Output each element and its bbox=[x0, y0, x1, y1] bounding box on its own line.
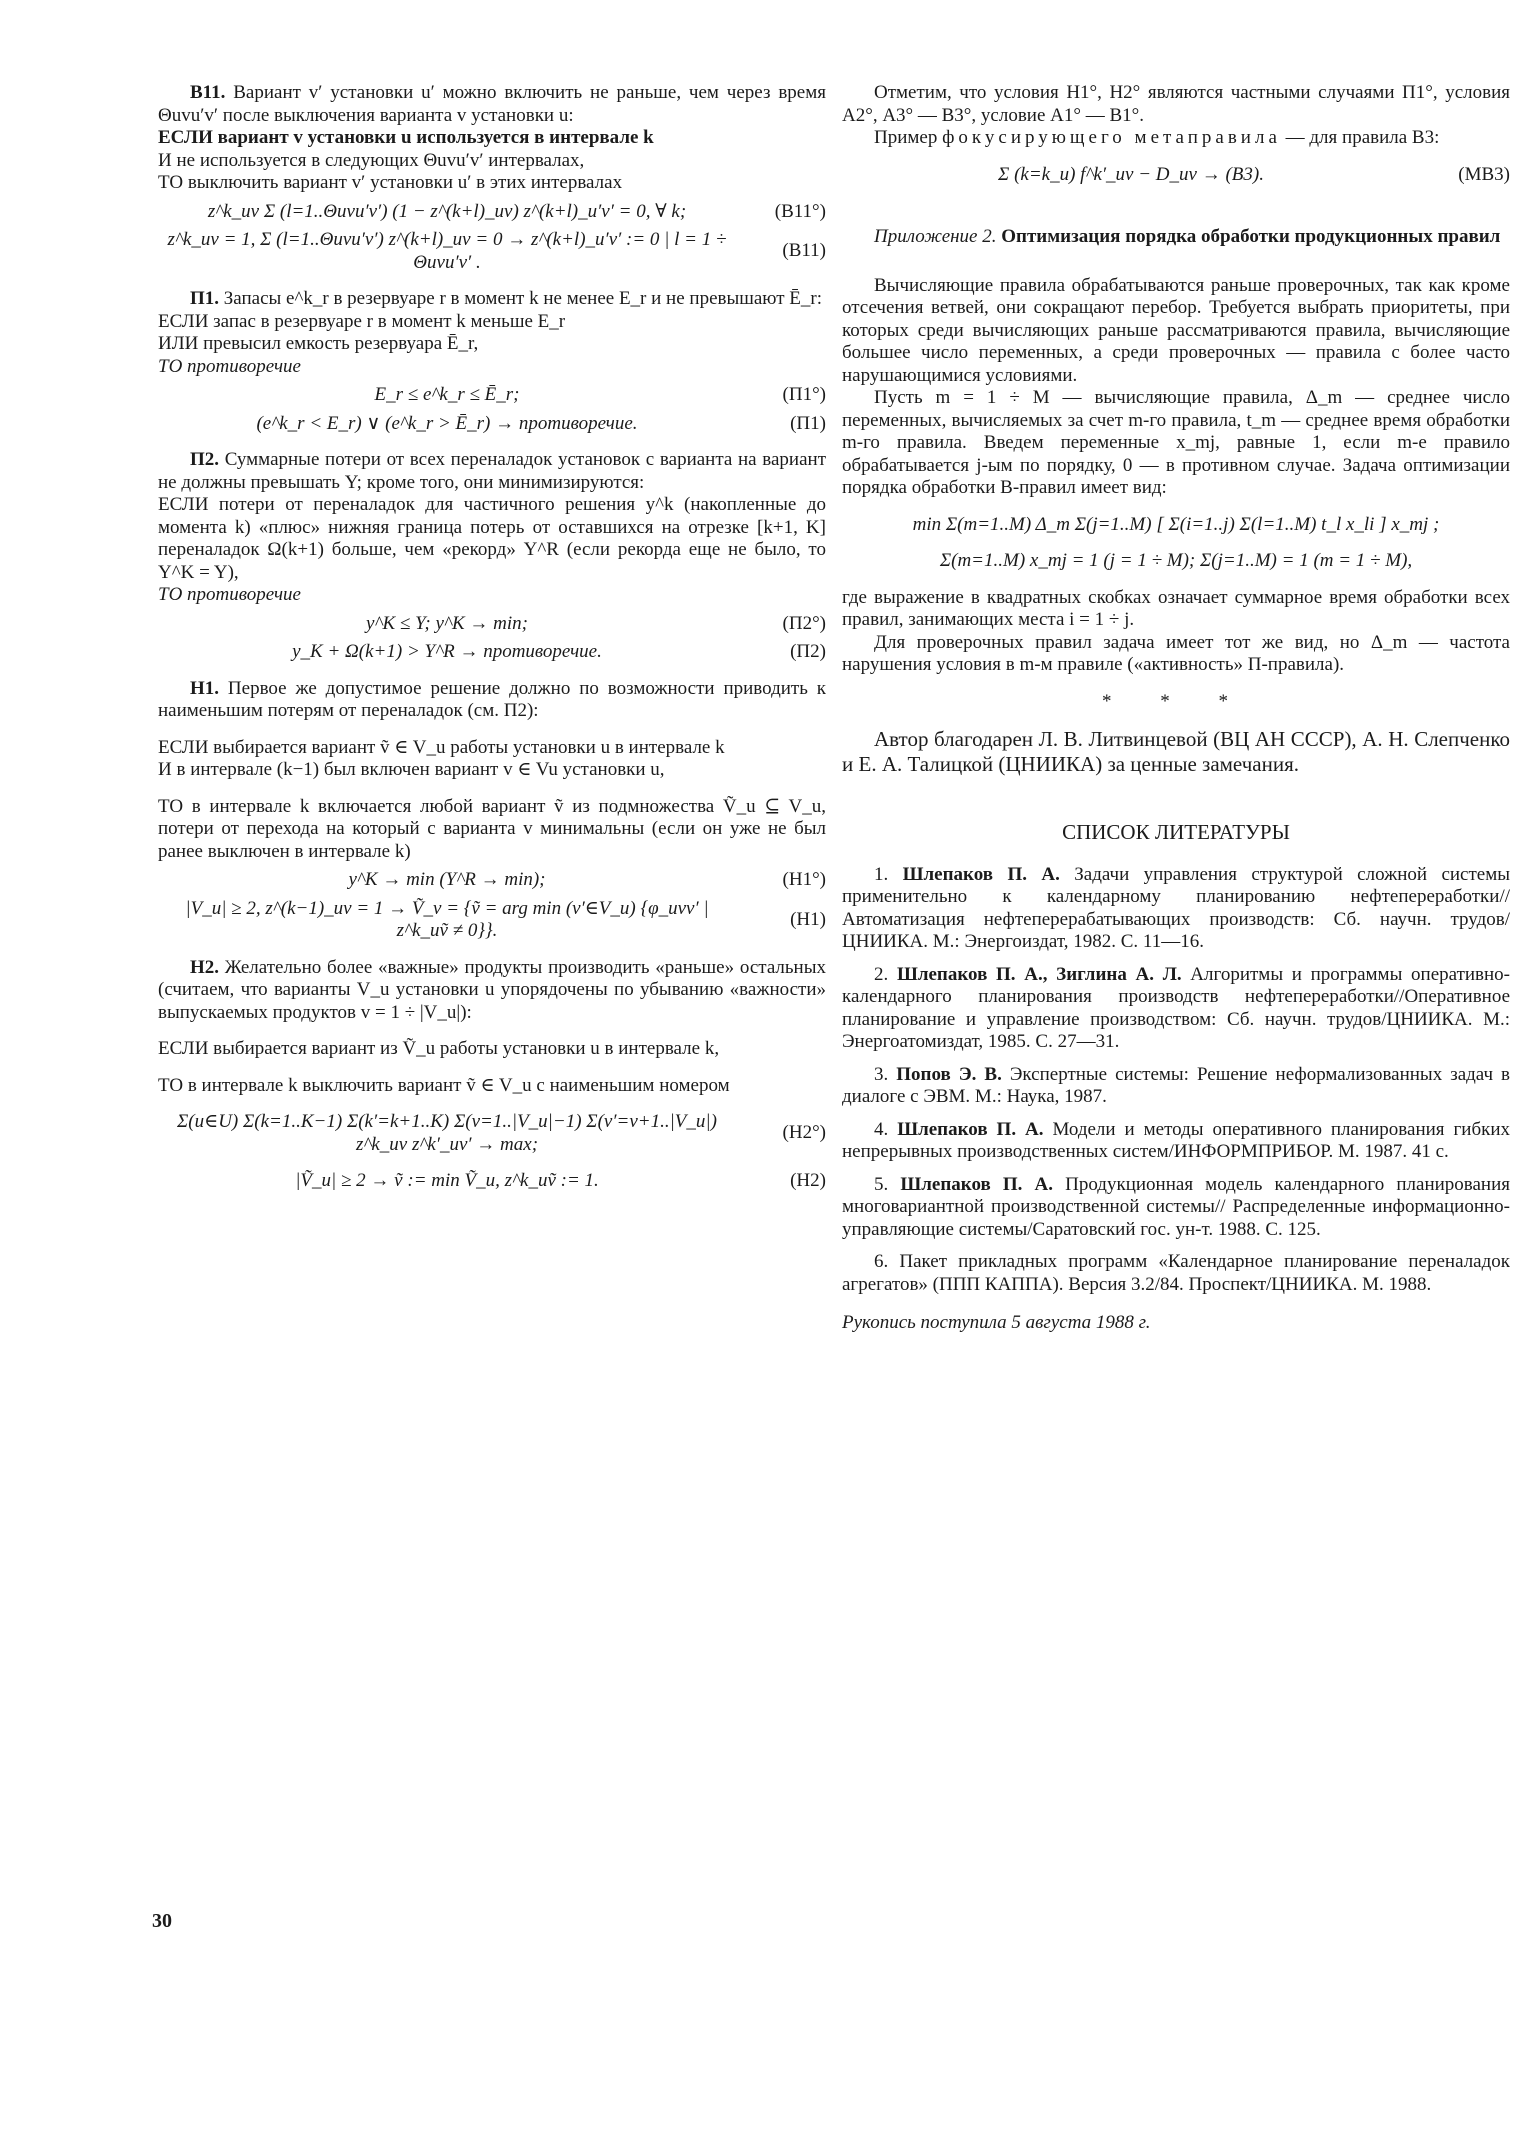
formula-number: (П1°) bbox=[782, 384, 826, 405]
formula-text: y^K ≤ Y; y^K → min; bbox=[366, 612, 528, 634]
appendix-heading bbox=[842, 226, 1510, 249]
h1-intro bbox=[158, 678, 826, 723]
formula-text: |V_u| ≥ 2, z^(k−1)_uv = 1 → Ṽ_v = {ṽ = arg min (v′∈V_u) {φ_uvv′ | z^k_uṽ ≠ 0}}. bbox=[185, 897, 709, 941]
p1-lead: П1. bbox=[190, 288, 220, 309]
formula-number: (Н2) bbox=[790, 1170, 826, 1191]
reference-number: 4. bbox=[874, 1118, 889, 1140]
formula-number: (B11°) bbox=[774, 200, 826, 222]
h1-formula-1 bbox=[158, 869, 826, 892]
reference-number: 2. bbox=[874, 963, 889, 985]
b11-then: ТО выключить вариант v′ установки u′ в этих интервалах bbox=[158, 172, 623, 193]
reference-item bbox=[842, 1251, 1510, 1296]
p2-formula-1 bbox=[158, 613, 826, 636]
b11-if: ЕСЛИ вариант v установки u используется в интервале k bbox=[158, 127, 654, 148]
h2-if: ЕСЛИ выбирается вариант из Ṽ_u работы установки u в интервале k, bbox=[158, 1038, 720, 1059]
b11-lead: B11. bbox=[190, 82, 226, 103]
reference-number: 1. bbox=[874, 863, 889, 885]
formula-number: (МВ3) bbox=[1458, 163, 1510, 185]
formula-text: min Σ(m=1..M) Δ_m Σ(j=1..M) [ Σ(i=1..j) Σ(l=1..M) t_l x_li ] x_mj ; bbox=[912, 513, 1440, 535]
intro-rest: — для правила В3: bbox=[1285, 127, 1440, 148]
reference-number: 6. bbox=[874, 1251, 889, 1272]
b11-formula-2 bbox=[158, 229, 826, 274]
formula-text: y_K + Ω(k+1) > Y^R → противоречие. bbox=[292, 641, 602, 662]
formula-text: z^k_uv = 1, Σ (l=1..Θuvu′v′) z^(k+l)_uv = 0 → z^(k+l)_u′v′ := 0 | l = 1 ÷ Θuvu′v′ . bbox=[167, 229, 727, 273]
p2-intro bbox=[158, 449, 826, 494]
p1-then: ТО противоречие bbox=[158, 355, 301, 377]
formula-text: (e^k_r < E_r) ∨ (e^k_r > Ē_r) → противоречие. bbox=[256, 412, 638, 434]
formula-number: (Н1) bbox=[790, 908, 826, 930]
intro-paragraph-1: Отметим, что условия Н1°, Н2° являются частными случаями П1°, условия А2°, А3° — В3°, условие А1° — В1°. bbox=[842, 82, 1510, 126]
reference-text: Алгоритмы и программы оперативно-календарного планирования производств нефтепереработки//Оперативное планирование и управление производством: Сб. научн. трудов/ЦНИИКА. М.: Энергоатомиздат, 1985. С. 27—31. bbox=[842, 963, 1511, 1052]
formula-number: (B11) bbox=[782, 240, 826, 262]
p1-or: ИЛИ превысил емкость резервуара Ē_r, bbox=[158, 333, 479, 354]
reference-item bbox=[842, 864, 1510, 954]
paragraph-2: Пусть m = 1 ÷ M — вычисляющие правила, Δ_m — среднее число переменных, вычисляемых за счет m-го правила, t_m — среднее время обработки m-го правила. Введем переменные x_mj, равные 1, если m-е правило обрабатывается j-ым по порядку, 0 — в противном случае. Задача оптимизации порядка обработки В-правил имеет вид: bbox=[842, 387, 1510, 498]
page-number: 30 bbox=[152, 1910, 172, 1932]
formula-text: E_r ≤ e^k_r ≤ Ē_r; bbox=[374, 384, 520, 405]
formula-text: z^k_uv Σ (l=1..Θuvu′v′) (1 − z^(k+l)_uv) z^(k+l)_u′v′ = 0, ∀ k; bbox=[207, 200, 687, 222]
section-divider: * * * bbox=[1102, 690, 1250, 712]
p1-text: Запасы e^k_r в резервуаре r в момент k не менее E_r и не превышают Ē_r: bbox=[219, 288, 823, 309]
p1-formula-1 bbox=[158, 384, 826, 407]
references-title: СПИСОК ЛИТЕРАТУРЫ bbox=[1062, 820, 1290, 844]
p2-lead: П2. bbox=[190, 449, 220, 470]
h2-text: Желательно более «важные» продукты производить «раньше» остальных (считаем, что варианты V_u установки u упорядочены по убыванию «важности» выпускаемых продуктов v = 1 ÷ |V_u|): bbox=[158, 956, 826, 1023]
formula-text: y^K → min (Y^R → min); bbox=[348, 869, 546, 890]
h1-then: ТО в интервале k включается любой вариант ṽ из подмножества Ṽ_u ⊆ V_u, потери от перехода на который с варианта v минимальны (если он уже не был ранее выключен в интервале k) bbox=[158, 795, 826, 862]
formula-number: (Н1°) bbox=[782, 869, 826, 890]
left-column bbox=[158, 82, 826, 1199]
formula-number: (Н2°) bbox=[782, 1122, 826, 1144]
intro-spaced: фокусирующего метаправила bbox=[942, 127, 1281, 148]
received-date: Рукопись поступила 5 августа 1988 г. bbox=[842, 1312, 1151, 1333]
p2-text: Суммарные потери от всех переналадок установок с варианта на вариант не должны превышать Y; кроме того, они минимизируются: bbox=[158, 449, 826, 493]
reference-author: Шлепаков П. А. bbox=[902, 863, 1060, 885]
reference-author: Попов Э. В. bbox=[896, 1063, 1002, 1085]
h1-lead: Н1. bbox=[190, 677, 220, 699]
b11-and: И не используется в следующих Θuvu′v′ интервалах, bbox=[158, 149, 585, 171]
paragraph-3: где выражение в квадратных скобках означает суммарное время обработки всех правил, занимающих места i = 1 ÷ j. bbox=[842, 586, 1510, 630]
reference-author: Шлепаков П. А. bbox=[897, 1118, 1044, 1140]
h2-then: ТО в интервале k выключить вариант ṽ ∈ V_u с наименьшим номером bbox=[158, 1074, 730, 1096]
h2-formula-1 bbox=[158, 1111, 826, 1156]
p2-formula-2 bbox=[158, 641, 826, 664]
reference-text: Модели и методы оперативного планирования гибких непрерывных производственных систем/ИНФОРМПРИБОР. М. 1987. 41 с. bbox=[842, 1118, 1511, 1162]
formula-number: (П2°) bbox=[782, 612, 826, 634]
reference-item bbox=[842, 1174, 1510, 1242]
p1-intro bbox=[158, 288, 826, 311]
formula-text: Σ (k=k_u) f^k′_uv − D_uv → (B3). bbox=[998, 163, 1264, 185]
b11-text: Вариант v′ установки u′ можно включить не раньше, чем через время Θuvu′v′ после выключения варианта v установки u: bbox=[158, 82, 826, 126]
reference-number: 5. bbox=[874, 1173, 889, 1195]
p2-if: ЕСЛИ потери от переналадок для частичного решения y^k (накопленные до момента k) «плюс» нижняя граница потерь от оставшихся на отрезке [k+1, K] переналадок Ω(k+1) больше, чем «рекорд» Y^R (если рекорда еще не было, то Y^K = Y), bbox=[158, 494, 826, 583]
h1-formula-2 bbox=[158, 898, 826, 943]
paragraph-4: Для проверочных правил задача имеет тот же вид, но Δ_m — частота нарушения условия в m-м правиле («активность» П-правила). bbox=[842, 631, 1510, 675]
h2-intro bbox=[158, 957, 826, 1025]
reference-item bbox=[842, 1064, 1510, 1109]
reference-author: Шлепаков П. А. bbox=[900, 1173, 1054, 1195]
intro-lead: Пример bbox=[874, 127, 938, 148]
appendix-label: Приложение 2. bbox=[874, 226, 997, 247]
appendix-title: Оптимизация порядка обработки продукционных правил bbox=[1001, 226, 1501, 247]
p2-then: ТО противоречие bbox=[158, 584, 301, 605]
intro-paragraph-2 bbox=[842, 127, 1510, 150]
reference-text: Экспертные системы: Решение неформализованных задач в диалоге с ЭВМ. М.: Наука, 1987. bbox=[842, 1063, 1511, 1107]
reference-author: Шлепаков П. А., Зиглина А. Л. bbox=[896, 963, 1182, 985]
paragraph-1: Вычисляющие правила обрабатываются раньше проверочных, так как кроме отсечения ветвей, они сокращают перебор. Требуется выбрать приоритеты, при которых среди вычисляющих раньше рассматриваются правила, вычисляющие большее число переменных, а среди проверочных — правила с более часто нарушающимися условиями. bbox=[842, 274, 1510, 386]
acknowledgement: Автор благодарен Л. В. Литвинцевой (ВЦ АН СССР), А. Н. Слепченко и Е. А. Талицкой (ЦНИИКА) за ценные замечания. bbox=[842, 727, 1510, 776]
formula-number: (П2) bbox=[790, 641, 826, 662]
b11-formula-1 bbox=[158, 201, 826, 224]
mb3-formula bbox=[842, 164, 1510, 187]
formula-number: (П1) bbox=[790, 412, 826, 434]
reference-item bbox=[842, 964, 1510, 1054]
h2-formula-2 bbox=[158, 1170, 826, 1193]
h1-and: И в интервале (k−1) был включен вариант v ∈ Vu установки u, bbox=[158, 759, 665, 780]
h1-if: ЕСЛИ выбирается вариант ṽ ∈ V_u работы установки u в интервале k bbox=[158, 736, 725, 758]
formula-text: Σ(m=1..M) x_mj = 1 (j = 1 ÷ M); Σ(j=1..M) = 1 (m = 1 ÷ M), bbox=[939, 550, 1413, 571]
right-column bbox=[842, 82, 1510, 1335]
h1-text: Первое же допустимое решение должно по возможности приводить к наименьшим потерям от переналадок (см. П2): bbox=[158, 677, 826, 721]
h2-lead: Н2. bbox=[190, 956, 220, 978]
constraints-formula bbox=[842, 550, 1510, 573]
p1-if: ЕСЛИ запас в резервуаре r в момент k меньше E_r bbox=[158, 310, 566, 332]
reference-text: Пакет прикладных программ «Календарное планирование переналадок агрегатов» (ППП КАППА). Версия 3.2/84. Проспект/ЦНИИКА. М. 1988. bbox=[842, 1251, 1511, 1295]
formula-text: |Ṽ_u| ≥ 2 → ṽ := min Ṽ_u, z^k_uṽ := 1. bbox=[295, 1170, 599, 1191]
reference-number: 3. bbox=[874, 1063, 889, 1085]
p1-formula-2 bbox=[158, 413, 826, 436]
reference-text: Продукционная модель календарного планирования многовариантной производственной системы// Распределенные информационно-управляющие системы/Саратовский гос. ун-т. 1988. С. 125. bbox=[842, 1173, 1511, 1240]
formula-text: Σ(u∈U) Σ(k=1..K−1) Σ(k′=k+1..K) Σ(v=1..|V_u|−1) Σ(v′=v+1..|V_u|) z^k_uv z^k′_uv′ → max; bbox=[177, 1111, 717, 1155]
reference-item bbox=[842, 1119, 1510, 1164]
b11-intro bbox=[158, 82, 826, 127]
reference-text: Задачи управления структурой сложной системы применительно к календарному планированию нефтепереработки//Автоматизация нефтеперерабатывающих производств: Сб. научн. трудов/ЦНИИКА. М.: Энергоиздат, 1982. С. 11—16. bbox=[842, 863, 1511, 952]
references-list bbox=[842, 864, 1510, 1297]
min-formula bbox=[842, 514, 1510, 537]
